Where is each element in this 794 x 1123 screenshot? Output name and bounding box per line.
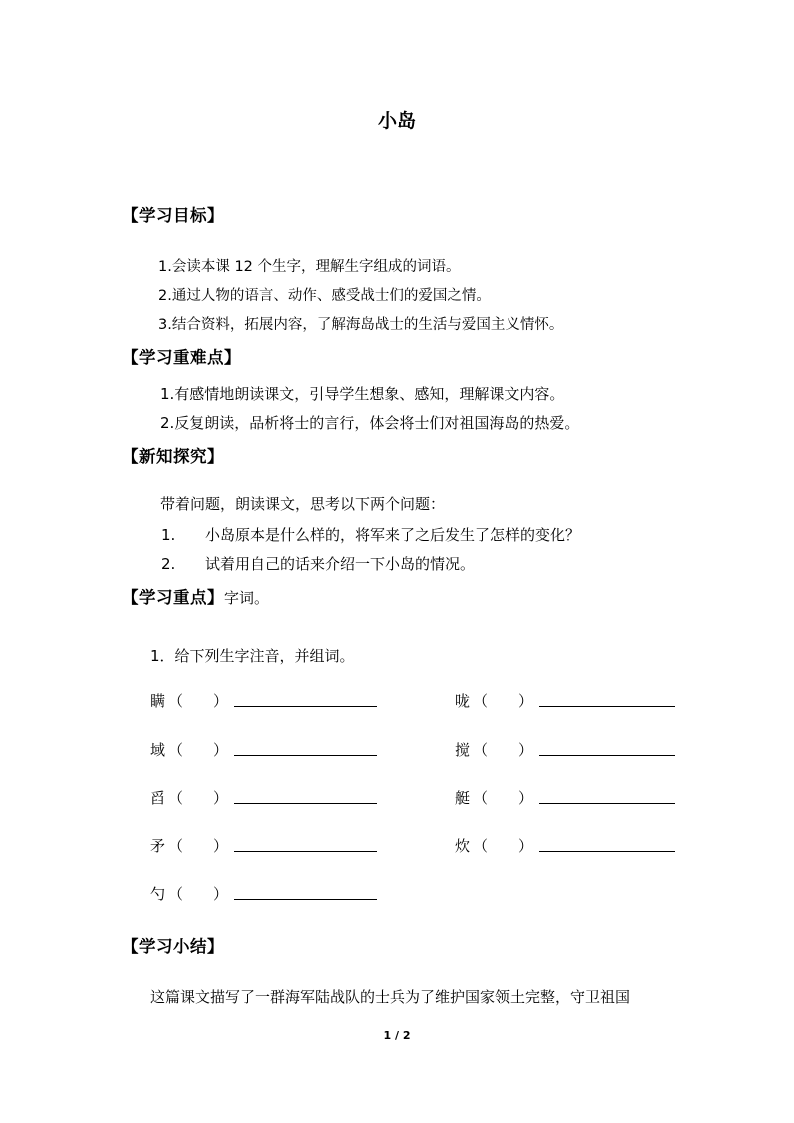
question-number: 2.: [161, 555, 176, 573]
question-text: 试着用自己的话来介绍一下小岛的情况。: [205, 555, 476, 573]
objectives-heading: 【学习目标】: [122, 206, 224, 225]
key-difficult-item: 1.有感情地朗读课文，引导学生想象、感知，理解课文内容。: [160, 385, 565, 403]
pinyin-blank[interactable]: （ ）: [168, 837, 229, 855]
char-entry: [455, 835, 675, 856]
word-blank-line[interactable]: [539, 754, 675, 756]
word-blank-line[interactable]: [539, 705, 675, 707]
word-blank-line[interactable]: [234, 850, 377, 852]
question-number: 1.: [161, 526, 176, 544]
pinyin-blank[interactable]: （ ）: [473, 741, 534, 759]
key-difficult-heading: 【学习重难点】: [122, 348, 241, 367]
word-blank-line[interactable]: [234, 705, 377, 707]
char-entry: [455, 690, 675, 711]
objective-item: 2.通过人物的语言、动作、感受战士们的爱国之情。: [158, 288, 491, 304]
explore-question: [161, 553, 475, 574]
objective-item: 3.结合资料，拓展内容，了解海岛战士的生活与爱国主义情怀。: [158, 317, 564, 333]
char-glyph: 艇: [455, 789, 471, 807]
question-text: 小岛原本是什么样的，将军来了之后发生了怎样的变化？: [205, 526, 581, 544]
explore-heading: 【新知探究】: [122, 447, 224, 466]
char-glyph: 瞒: [150, 692, 166, 710]
char-glyph: 咙: [455, 692, 471, 710]
pinyin-blank[interactable]: （ ）: [473, 837, 534, 855]
exercise-instruction: 1．给下列生字注音，并组词。: [150, 647, 355, 665]
char-entry: [150, 690, 377, 711]
char-entry: [150, 835, 377, 856]
char-glyph: 域: [150, 741, 166, 759]
summary-heading: 【学习小结】: [122, 937, 224, 956]
char-glyph: 勺: [150, 885, 166, 903]
pinyin-blank[interactable]: （ ）: [168, 741, 229, 759]
focus-line: [122, 584, 269, 608]
word-blank-line[interactable]: [234, 754, 377, 756]
pinyin-blank[interactable]: （ ）: [168, 692, 229, 710]
char-entry: [455, 787, 675, 808]
page-title: 小岛: [377, 110, 416, 132]
char-entry: [150, 739, 377, 760]
explore-intro: 带着问题，朗读课文，思考以下两个问题：: [160, 495, 446, 513]
char-entry: [150, 787, 377, 808]
pinyin-blank[interactable]: （ ）: [473, 789, 534, 807]
word-blank-line[interactable]: [539, 850, 675, 852]
pinyin-blank[interactable]: （ ）: [168, 885, 229, 903]
char-glyph: 搅: [455, 741, 471, 759]
char-glyph: 矛: [150, 837, 166, 855]
char-glyph: 舀: [150, 789, 166, 807]
page-number: 1 / 2: [383, 1029, 411, 1042]
objective-item: 1.会读本课 12 个生字，理解生字组成的词语。: [158, 259, 461, 275]
focus-suffix: 字词。: [224, 589, 270, 607]
key-difficult-item: 2.反复朗读，品析将士的言行，体会将士们对祖国海岛的热爱。: [160, 414, 580, 432]
pinyin-blank[interactable]: （ ）: [168, 789, 229, 807]
word-blank-line[interactable]: [234, 802, 377, 804]
explore-question: [161, 524, 580, 545]
pinyin-blank[interactable]: （ ）: [473, 692, 534, 710]
summary-text: 这篇课文描写了一群海军陆战队的士兵为了维护国家领土完整，守卫祖国: [150, 988, 631, 1006]
word-blank-line[interactable]: [539, 802, 675, 804]
word-blank-line[interactable]: [234, 898, 377, 900]
char-entry: [150, 883, 377, 904]
focus-heading: 【学习重点】: [122, 588, 224, 607]
char-entry: [455, 739, 675, 760]
char-glyph: 炊: [455, 837, 471, 855]
